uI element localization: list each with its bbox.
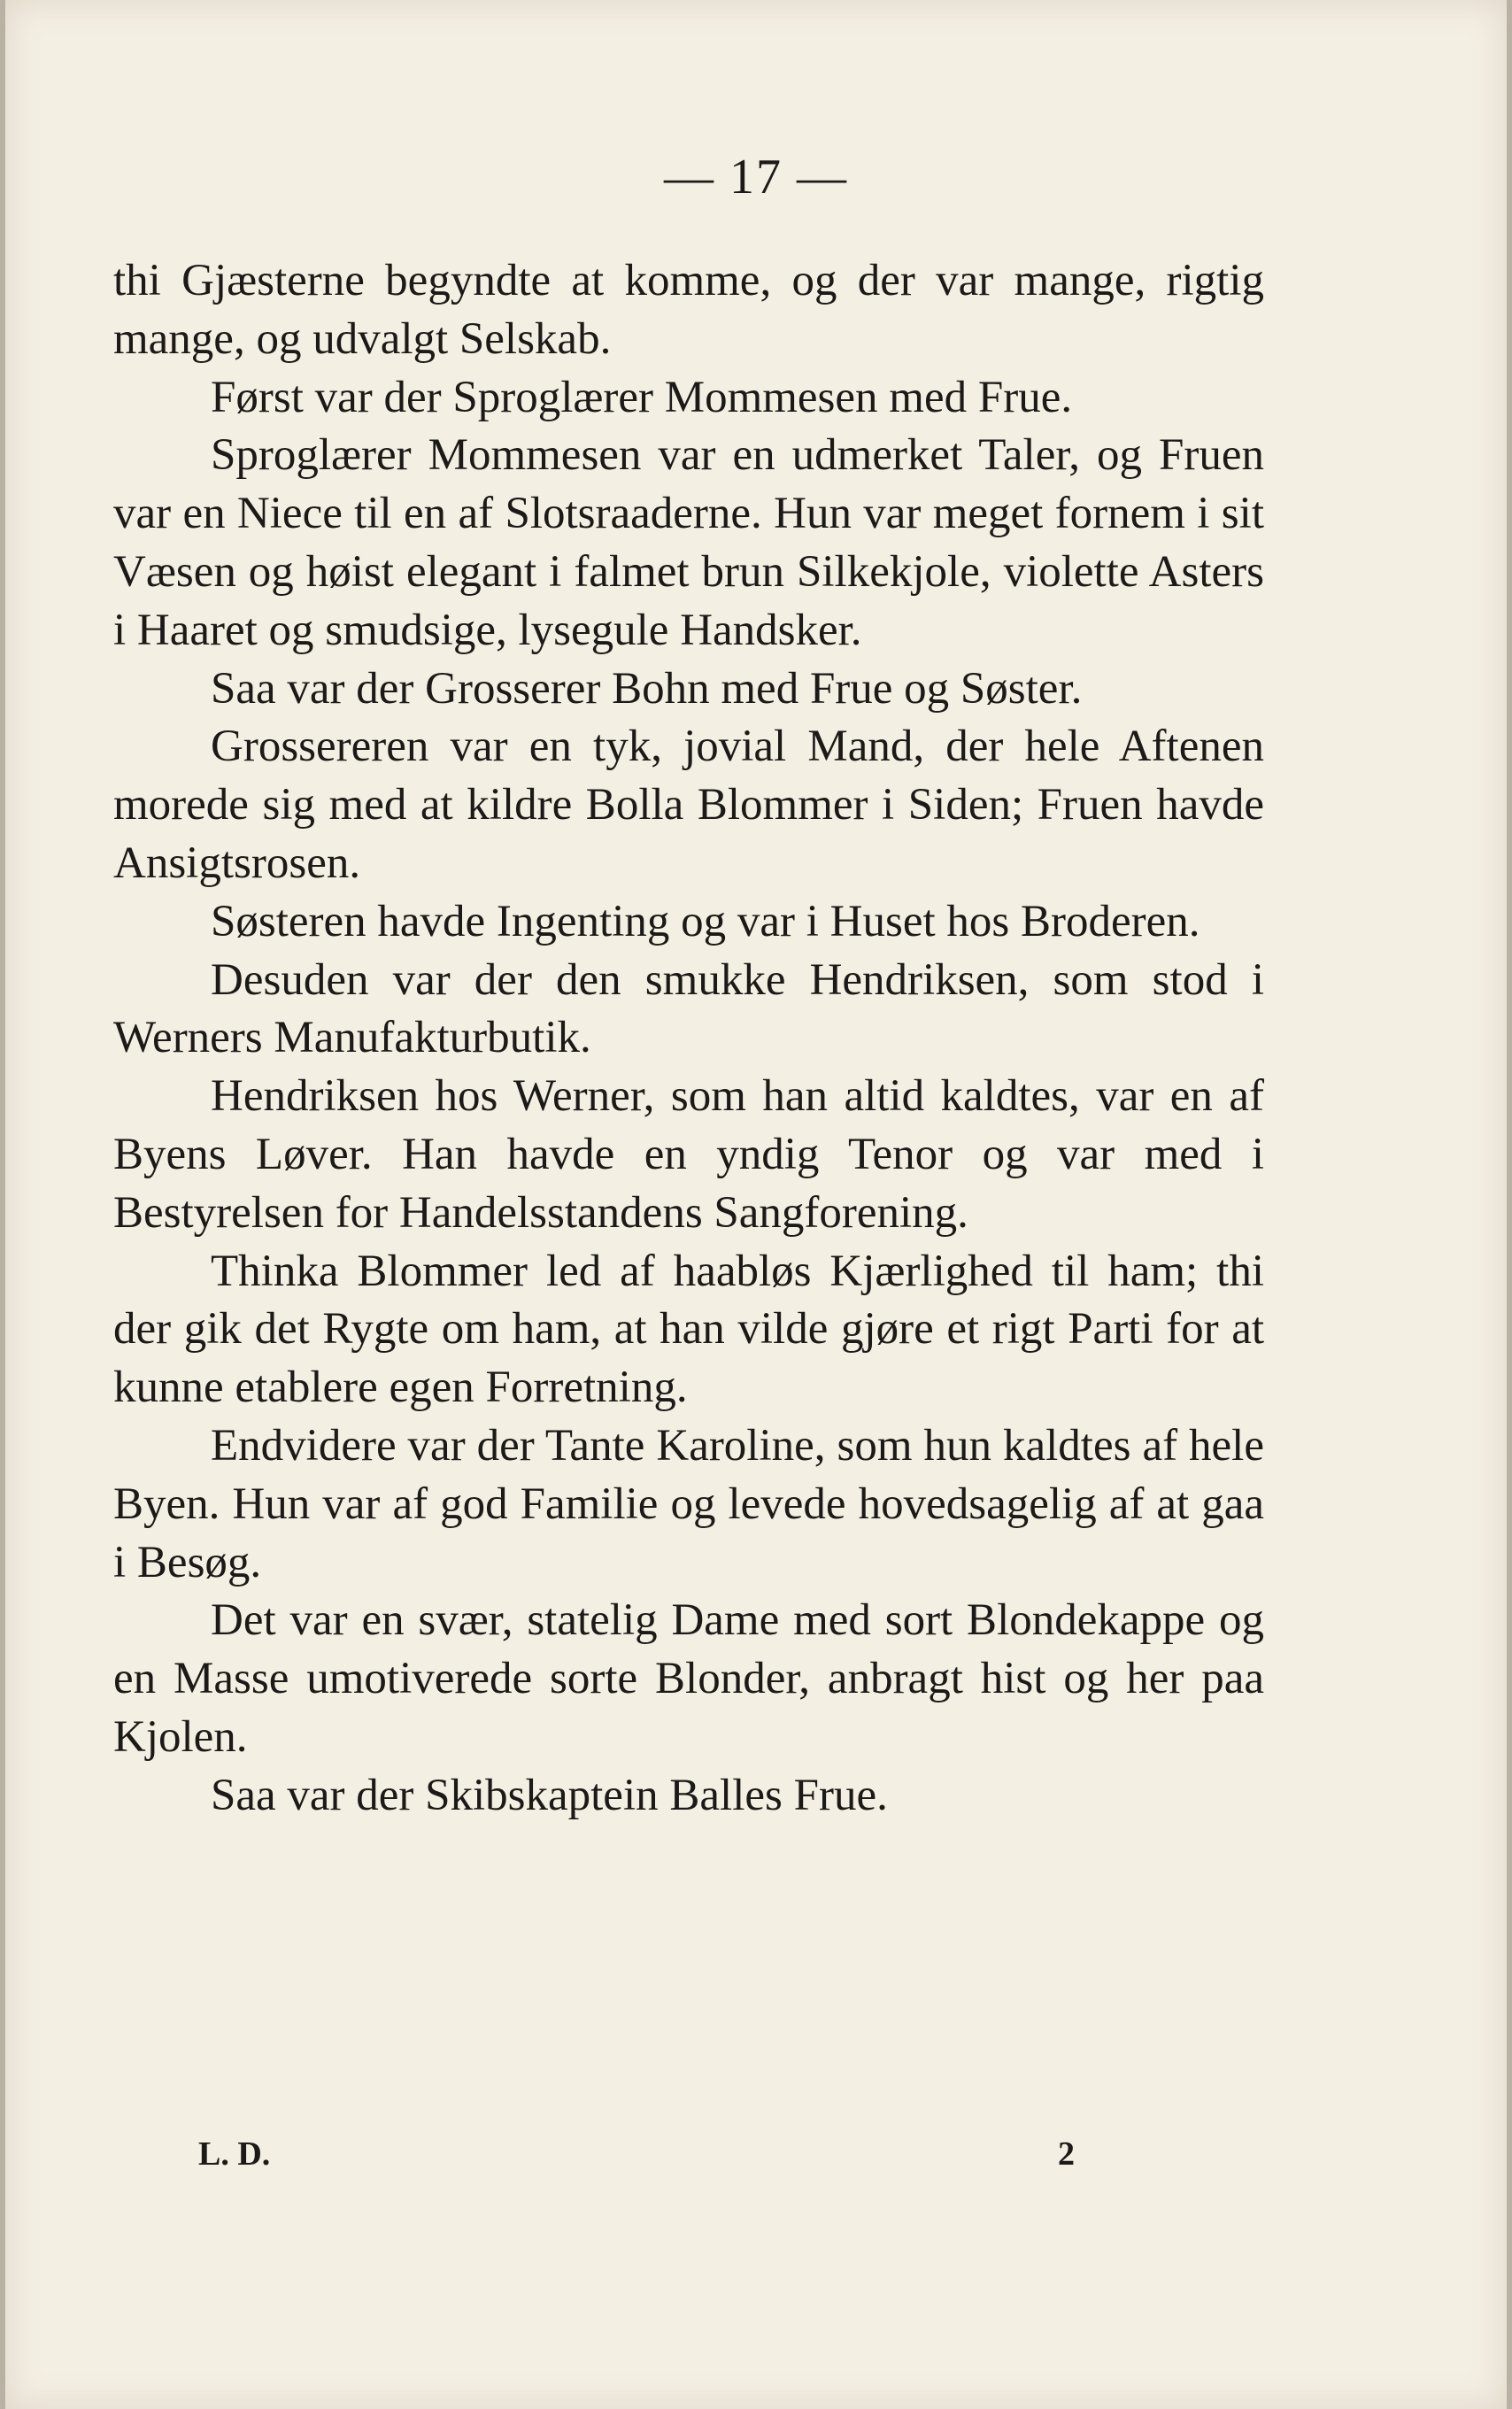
- paragraph: Saa var der Skibskaptein Balles Frue.: [211, 1770, 888, 1820]
- printer-signature: L. D.: [198, 2135, 271, 2173]
- page-number: — 17 —: [664, 150, 848, 205]
- sheet-number: 2: [1058, 2135, 1075, 2173]
- paragraph: Saa var der Grosserer Bohn med Frue og Søster.: [211, 663, 1083, 714]
- paragraph: Endvidere var der Tante Karoline, som hun kaldtes af hele Byen. Hun var af god Familie og levede hovedsagelig af at gaa i Besøg.: [113, 1420, 1264, 1587]
- paragraph: Desuden var der den smukke Hendriksen, som stod i Werners Manufakturbutik.: [113, 954, 1264, 1063]
- paragraph: Hendriksen hos Werner, som han altid kaldtes, var en af Byens Løver. Han havde en yndig Tenor og var med i Bestyrelsen for Handelsstandens Sangforening.: [113, 1071, 1264, 1238]
- body-text: [113, 252, 1264, 1826]
- paragraph: Grossereren var en tyk, jovial Mand, der hele Aftenen morede sig med at kildre Bolla Blommer i Siden; Fruen havde Ansigtsrosen.: [113, 722, 1264, 888]
- paragraph: Det var en svær, statelig Dame med sort Blondekappe og en Masse umotiverede sorte Blonder, anbragt hist og her paa Kjolen.: [113, 1595, 1264, 1762]
- paragraph: Thinka Blommer led af haabløs Kjærlighed til ham; thi der gik det Rygte om ham, at han vilde gjøre et rigt Parti for at kunne etablere egen Forretning.: [113, 1246, 1264, 1413]
- book-page: [5, 0, 1507, 2409]
- paragraph: thi Gjæsterne begyndte at komme, og der var mange, rigtig mange, og udvalgt Selskab.: [113, 256, 1264, 364]
- paragraph: Søsteren havde Ingenting og var i Huset hos Broderen.: [211, 896, 1200, 946]
- paragraph: Sproglærer Mommesen var en udmerket Taler, og Fruen var en Niece til en af Slotsraaderne. Hun var meget fornem i sit Væsen og høist elegant i falmet brun Silkekjole, violette Asters i Haaret og smudsige, lysegule Handsker.: [113, 430, 1264, 655]
- paragraph: Først var der Sproglærer Mommesen med Frue.: [211, 372, 1073, 422]
